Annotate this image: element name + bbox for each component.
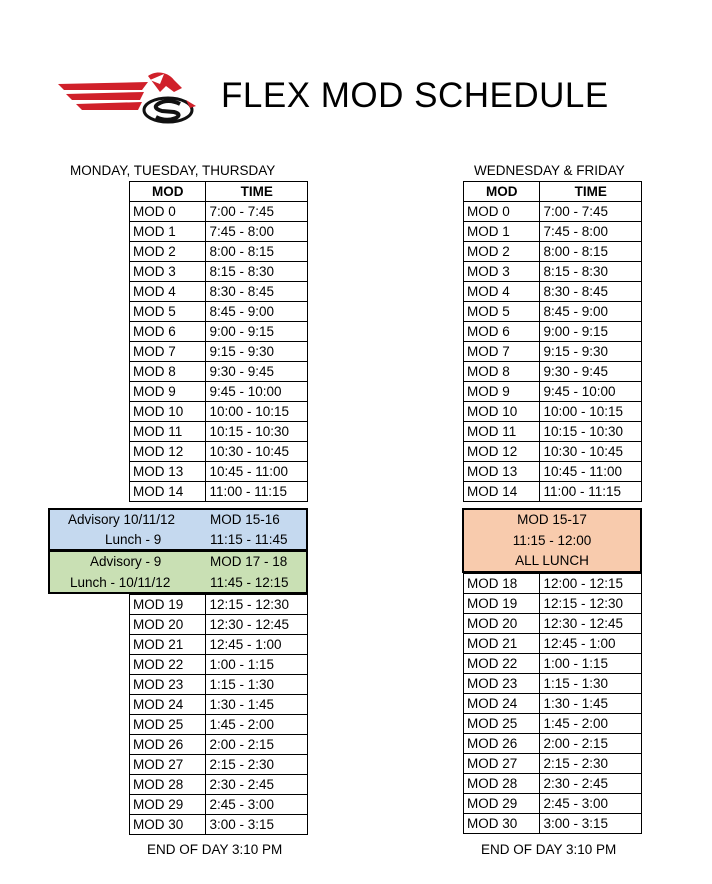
right-schedule-bottom-table: [463, 573, 642, 834]
mod-cell: MOD 25: [130, 715, 206, 735]
mod-cell: MOD 6: [464, 322, 540, 342]
schedule-row: [130, 302, 308, 322]
schedule-row: [130, 402, 308, 422]
left-advisory-lunch-block-2: [48, 550, 308, 594]
mod-cell: MOD 1: [464, 222, 540, 242]
schedule-row: [464, 614, 642, 634]
schedule-row: [130, 362, 308, 382]
mod-cell: MOD 19: [130, 595, 206, 615]
mod-cell: MOD 7: [464, 342, 540, 362]
time-cell: 7:00 - 7:45: [206, 202, 308, 222]
time-cell: 10:15 - 10:30: [540, 422, 642, 442]
mod-cell: MOD 7: [130, 342, 206, 362]
schedule-row: [464, 262, 642, 282]
time-cell: 9:00 - 9:15: [540, 322, 642, 342]
time-cell: 2:30 - 2:45: [540, 774, 642, 794]
mod-cell: MOD 4: [130, 282, 206, 302]
schedule-row: [130, 422, 308, 442]
mod-cell: MOD 30: [464, 814, 540, 834]
mod-cell: MOD 4: [464, 282, 540, 302]
schedule-row: [464, 794, 642, 814]
schedule-row: [464, 754, 642, 774]
left-advisory-lunch-block-1: [48, 508, 308, 551]
schedule-row: [130, 795, 308, 815]
schedule-row: [464, 322, 642, 342]
schedule-row: [130, 615, 308, 635]
right-schedule-top-table: [463, 181, 642, 502]
time-cell: 2:45 - 3:00: [206, 795, 308, 815]
time-cell: 2:00 - 2:15: [206, 735, 308, 755]
mod-cell: MOD 25: [464, 714, 540, 734]
time-cell: 1:15 - 1:30: [540, 674, 642, 694]
time-cell: 9:15 - 9:30: [206, 342, 308, 362]
schedule-row: [464, 654, 642, 674]
schedule-row: [464, 422, 642, 442]
block2-line1-left: Advisory - 9: [90, 554, 162, 569]
right-block-line2: 11:15 - 12:00: [512, 532, 592, 548]
left-col-mod-header: MOD: [130, 182, 206, 202]
time-cell: 7:00 - 7:45: [540, 202, 642, 222]
time-cell: 8:45 - 9:00: [206, 302, 308, 322]
schedule-row: [130, 715, 308, 735]
schedule-row: [464, 774, 642, 794]
time-cell: 3:00 - 3:15: [206, 815, 308, 835]
mod-cell: MOD 21: [464, 634, 540, 654]
time-cell: 2:30 - 2:45: [206, 775, 308, 795]
schedule-row: [464, 402, 642, 422]
schedule-row: [130, 202, 308, 222]
time-cell: 8:00 - 8:15: [206, 242, 308, 262]
schedule-row: [130, 775, 308, 795]
schedule-row: [130, 382, 308, 402]
mod-cell: MOD 24: [464, 694, 540, 714]
schedule-row: [130, 342, 308, 362]
time-cell: 12:45 - 1:00: [540, 634, 642, 654]
mod-cell: MOD 3: [464, 262, 540, 282]
mod-cell: MOD 13: [464, 462, 540, 482]
schedule-row: [464, 342, 642, 362]
block1-line1-left: Advisory 10/11/12: [68, 512, 176, 527]
left-schedule-top-table: [129, 181, 308, 502]
time-cell: 8:30 - 8:45: [540, 282, 642, 302]
time-cell: 1:15 - 1:30: [206, 675, 308, 695]
right-schedule-label: WEDNESDAY & FRIDAY: [474, 163, 625, 178]
time-cell: 8:30 - 8:45: [206, 282, 308, 302]
schedule-row: [130, 322, 308, 342]
time-cell: 3:00 - 3:15: [540, 814, 642, 834]
schedule-row: [130, 242, 308, 262]
time-cell: 1:00 - 1:15: [540, 654, 642, 674]
block1-line2-left: Lunch - 9: [105, 532, 162, 547]
schedule-row: [130, 462, 308, 482]
time-cell: 10:00 - 10:15: [206, 402, 308, 422]
schedule-row: [464, 714, 642, 734]
schedule-row: [130, 482, 308, 502]
right-col-mod-header: MOD: [464, 182, 540, 202]
schedule-row: [130, 755, 308, 775]
block2-line2-right: 11:45 - 12:15: [210, 575, 289, 590]
mod-cell: MOD 14: [130, 482, 206, 502]
time-cell: 9:00 - 9:15: [206, 322, 308, 342]
schedule-row: [464, 442, 642, 462]
mod-cell: MOD 10: [130, 402, 206, 422]
mod-cell: MOD 12: [130, 442, 206, 462]
mod-cell: MOD 20: [464, 614, 540, 634]
mod-cell: MOD 23: [130, 675, 206, 695]
mod-cell: MOD 8: [464, 362, 540, 382]
schedule-row: [464, 462, 642, 482]
mod-cell: MOD 28: [464, 774, 540, 794]
schedule-row: [130, 442, 308, 462]
mod-cell: MOD 5: [464, 302, 540, 322]
schedule-row: [130, 675, 308, 695]
time-cell: 12:15 - 12:30: [540, 594, 642, 614]
time-cell: 8:45 - 9:00: [540, 302, 642, 322]
mod-cell: MOD 11: [464, 422, 540, 442]
schedule-row: [464, 202, 642, 222]
schedule-row: [130, 655, 308, 675]
right-block-line1: MOD 15-17: [517, 512, 587, 527]
mod-cell: MOD 21: [130, 635, 206, 655]
right-end-of-day: END OF DAY 3:10 PM: [481, 842, 617, 857]
time-cell: 2:15 - 2:30: [206, 755, 308, 775]
time-cell: 10:30 - 10:45: [540, 442, 642, 462]
left-col-time-header: TIME: [206, 182, 308, 202]
mod-cell: MOD 6: [130, 322, 206, 342]
time-cell: 11:00 - 11:15: [540, 482, 642, 502]
schedule-row: [130, 222, 308, 242]
schedule-row: [130, 262, 308, 282]
mod-cell: MOD 27: [130, 755, 206, 775]
mod-cell: MOD 28: [130, 775, 206, 795]
mod-cell: MOD 29: [130, 795, 206, 815]
time-cell: 10:00 - 10:15: [540, 402, 642, 422]
time-cell: 1:45 - 2:00: [540, 714, 642, 734]
time-cell: 10:45 - 11:00: [540, 462, 642, 482]
time-cell: 1:45 - 2:00: [206, 715, 308, 735]
time-cell: 11:00 - 11:15: [206, 482, 308, 502]
block2-line2-left: Lunch - 10/11/12: [70, 575, 171, 590]
schedule-row: [464, 674, 642, 694]
time-cell: 1:30 - 1:45: [206, 695, 308, 715]
schedule-row: [130, 635, 308, 655]
time-cell: 9:30 - 9:45: [206, 362, 308, 382]
schedule-row: [130, 595, 308, 615]
mod-cell: MOD 11: [130, 422, 206, 442]
mod-cell: MOD 5: [130, 302, 206, 322]
schedule-row: [464, 574, 642, 594]
mod-cell: MOD 22: [130, 655, 206, 675]
time-cell: 12:15 - 12:30: [206, 595, 308, 615]
mod-cell: MOD 2: [130, 242, 206, 262]
page-title: FLEX MOD SCHEDULE: [221, 76, 609, 115]
time-cell: 9:45 - 10:00: [206, 382, 308, 402]
schedule-row: [130, 282, 308, 302]
mod-cell: MOD 0: [464, 202, 540, 222]
schedule-row: [130, 815, 308, 835]
red-winged-griffin-s-logo-icon: [56, 70, 198, 126]
time-cell: 8:00 - 8:15: [540, 242, 642, 262]
time-cell: 9:45 - 10:00: [540, 382, 642, 402]
time-cell: 2:45 - 3:00: [540, 794, 642, 814]
mod-cell: MOD 24: [130, 695, 206, 715]
right-all-lunch-block: [462, 508, 642, 573]
time-cell: 7:45 - 8:00: [206, 222, 308, 242]
schedule-row: [464, 362, 642, 382]
schedule-row: [464, 302, 642, 322]
mod-cell: MOD 13: [130, 462, 206, 482]
schedule-row: [464, 634, 642, 654]
mod-cell: MOD 10: [464, 402, 540, 422]
left-end-of-day: END OF DAY 3:10 PM: [147, 842, 283, 857]
schedule-row: [464, 734, 642, 754]
time-cell: 12:30 - 12:45: [540, 614, 642, 634]
time-cell: 10:30 - 10:45: [206, 442, 308, 462]
left-schedule-label: MONDAY, TUESDAY, THURSDAY: [70, 163, 276, 178]
block1-line2-right: 11:15 - 11:45: [210, 532, 288, 547]
schedule-row: [464, 594, 642, 614]
mod-cell: MOD 27: [464, 754, 540, 774]
left-schedule-bottom-table: [129, 594, 308, 835]
time-cell: 12:00 - 12:15: [540, 574, 642, 594]
time-cell: 8:15 - 8:30: [206, 262, 308, 282]
time-cell: 10:15 - 10:30: [206, 422, 308, 442]
schedule-row: [464, 242, 642, 262]
time-cell: 2:00 - 2:15: [540, 734, 642, 754]
time-cell: 1:00 - 1:15: [206, 655, 308, 675]
mod-cell: MOD 18: [464, 574, 540, 594]
mod-cell: MOD 9: [130, 382, 206, 402]
time-cell: 1:30 - 1:45: [540, 694, 642, 714]
time-cell: 9:30 - 9:45: [540, 362, 642, 382]
block1-line1-right: MOD 15-16: [210, 512, 280, 527]
mod-cell: MOD 3: [130, 262, 206, 282]
mod-cell: MOD 12: [464, 442, 540, 462]
mod-cell: MOD 20: [130, 615, 206, 635]
right-block-line3: ALL LUNCH: [515, 553, 589, 568]
time-cell: 2:15 - 2:30: [540, 754, 642, 774]
schedule-row: [130, 695, 308, 715]
time-cell: 10:45 - 11:00: [206, 462, 308, 482]
mod-cell: MOD 2: [464, 242, 540, 262]
schedule-row: [464, 382, 642, 402]
time-cell: 8:15 - 8:30: [540, 262, 642, 282]
mod-cell: MOD 1: [130, 222, 206, 242]
mod-cell: MOD 9: [464, 382, 540, 402]
time-cell: 9:15 - 9:30: [540, 342, 642, 362]
mod-cell: MOD 19: [464, 594, 540, 614]
schedule-row: [464, 282, 642, 302]
schedule-row: [464, 482, 642, 502]
time-cell: 7:45 - 8:00: [540, 222, 642, 242]
mod-cell: MOD 23: [464, 674, 540, 694]
mod-cell: MOD 22: [464, 654, 540, 674]
mod-cell: MOD 30: [130, 815, 206, 835]
schedule-row: [464, 222, 642, 242]
mod-cell: MOD 14: [464, 482, 540, 502]
schedule-row: [130, 735, 308, 755]
mod-cell: MOD 26: [130, 735, 206, 755]
mod-cell: MOD 8: [130, 362, 206, 382]
block2-line1-right: MOD 17 - 18: [210, 554, 288, 569]
mod-cell: MOD 0: [130, 202, 206, 222]
schedule-row: [464, 694, 642, 714]
mod-cell: MOD 26: [464, 734, 540, 754]
right-col-time-header: TIME: [540, 182, 642, 202]
time-cell: 12:45 - 1:00: [206, 635, 308, 655]
mod-cell: MOD 29: [464, 794, 540, 814]
time-cell: 12:30 - 12:45: [206, 615, 308, 635]
schedule-row: [464, 814, 642, 834]
